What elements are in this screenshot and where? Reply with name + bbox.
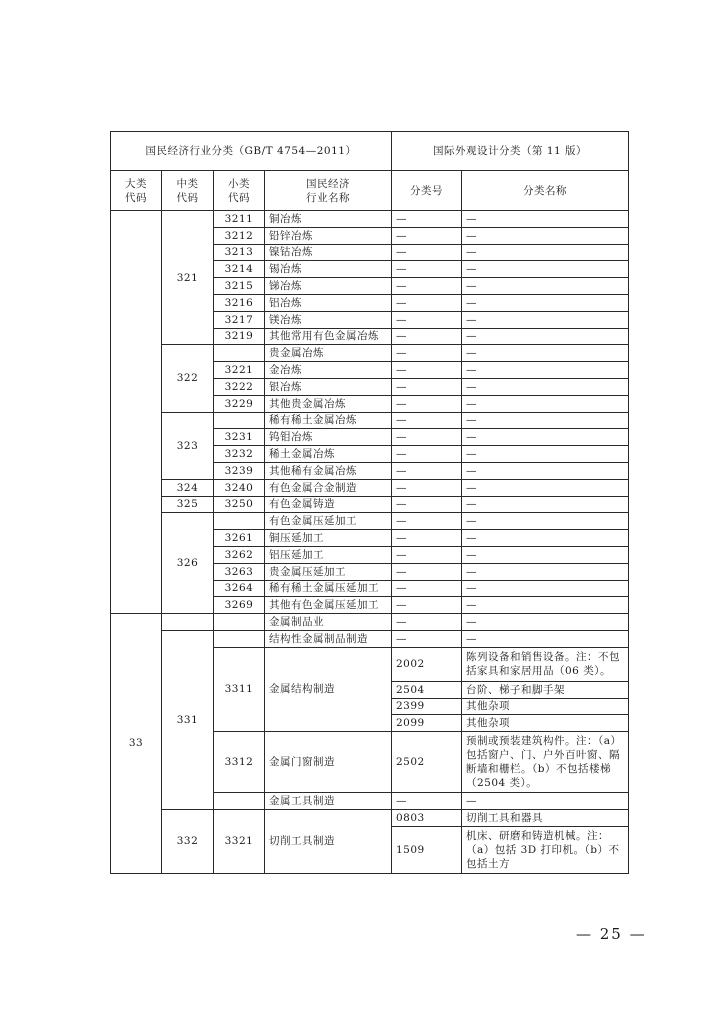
table-row (111, 479, 629, 496)
class-no: — (392, 311, 462, 328)
class-no: 2502 (392, 732, 462, 793)
industry-name: 稀有稀土金属冶炼 (265, 412, 392, 429)
middle-code: 324 (162, 479, 214, 496)
minor-code: 3312 (214, 732, 265, 793)
page-number: — 25 — (576, 925, 647, 943)
industry-name: 其他有色金属压延加工 (265, 597, 392, 614)
minor-code: 3217 (214, 311, 265, 328)
minor-code: 3216 (214, 294, 265, 311)
minor-code: 3263 (214, 563, 265, 580)
industry-name: 金属门窗制造 (265, 732, 392, 793)
class-no: 2399 (392, 698, 462, 715)
class-no: — (392, 530, 462, 547)
class-name: — (462, 328, 629, 345)
industry-name: 其他贵金属冶炼 (265, 395, 392, 412)
class-no: 2002 (392, 647, 462, 681)
col-name-header: 国民经济 行业名称 (265, 171, 392, 211)
minor-code (214, 412, 265, 429)
class-no: — (392, 580, 462, 597)
table-row (111, 614, 629, 631)
industry-name: 有色金属压延加工 (265, 513, 392, 530)
class-name: — (462, 412, 629, 429)
class-name: — (462, 546, 629, 563)
class-no: — (392, 496, 462, 513)
minor-code (214, 345, 265, 362)
class-no: — (392, 328, 462, 345)
minor-code-empty (214, 614, 265, 631)
table-row (111, 211, 629, 228)
class-name: 其他杂项 (462, 715, 629, 732)
industry-name: 铝压延加工 (265, 546, 392, 563)
class-no: — (392, 244, 462, 261)
industry-name: 铅锌冶炼 (265, 227, 392, 244)
minor-code: 3264 (214, 580, 265, 597)
class-no: — (392, 261, 462, 278)
class-name: — (462, 278, 629, 295)
col-minor-header: 小类 代码 (214, 171, 265, 211)
class-name: — (462, 378, 629, 395)
industry-name: 有色金属铸造 (265, 496, 392, 513)
table-row (111, 496, 629, 513)
minor-code: 3215 (214, 278, 265, 295)
class-no: — (392, 479, 462, 496)
minor-code (214, 513, 265, 530)
industry-name: 金冶炼 (265, 362, 392, 379)
class-no: — (392, 563, 462, 580)
class-no: — (392, 345, 462, 362)
minor-code: 3269 (214, 597, 265, 614)
industry-name: 稀有稀土金属压延加工 (265, 580, 392, 597)
class-no: — (392, 278, 462, 295)
minor-code: 3240 (214, 479, 265, 496)
class-name: — (462, 227, 629, 244)
middle-code: 321 (162, 211, 214, 345)
table-row (111, 345, 629, 362)
minor-code: 3262 (214, 546, 265, 563)
class-name: 其他杂项 (462, 698, 629, 715)
class-name: — (462, 211, 629, 228)
class-no: — (392, 362, 462, 379)
minor-code: 3221 (214, 362, 265, 379)
class-no: 1509 (392, 826, 462, 873)
middle-code: 332 (162, 809, 214, 873)
minor-code: 3239 (214, 462, 265, 479)
major-cell-empty (111, 211, 162, 614)
minor-code: 3211 (214, 211, 265, 228)
minor-code: 3213 (214, 244, 265, 261)
class-name: 台阶、梯子和脚手架 (462, 681, 629, 698)
minor-code: 3214 (214, 261, 265, 278)
industry-name: 铜冶炼 (265, 211, 392, 228)
class-name: — (462, 496, 629, 513)
class-no: — (392, 793, 462, 810)
class-no: — (392, 227, 462, 244)
class-no: 2504 (392, 681, 462, 698)
industry-name: 贵金属冶炼 (265, 345, 392, 362)
class-name: — (462, 563, 629, 580)
class-name: — (462, 244, 629, 261)
class-name: — (462, 597, 629, 614)
industry-name: 锡冶炼 (265, 261, 392, 278)
industry-name: 金属结构制造 (265, 647, 392, 731)
class-no: — (392, 294, 462, 311)
class-no: — (392, 597, 462, 614)
class-name: — (462, 311, 629, 328)
header-row-2 (111, 171, 629, 211)
minor-code: 3250 (214, 496, 265, 513)
major-code: 33 (111, 614, 162, 874)
col-middle-header: 中类 代码 (162, 171, 214, 211)
class-name: — (462, 479, 629, 496)
col-class-name-header: 分类名称 (462, 171, 629, 211)
class-name: — (462, 261, 629, 278)
table-row (111, 513, 629, 530)
class-no: — (392, 378, 462, 395)
industry-name: 金属工具制造 (265, 793, 392, 810)
industry-name: 锑冶炼 (265, 278, 392, 295)
class-name: — (462, 614, 629, 631)
class-name: — (462, 294, 629, 311)
class-name: — (462, 345, 629, 362)
middle-code-empty (162, 614, 214, 631)
middle-code: 325 (162, 496, 214, 513)
class-no: 0803 (392, 809, 462, 826)
minor-code: 3231 (214, 429, 265, 446)
class-no: — (392, 429, 462, 446)
header-row-1 (111, 132, 629, 171)
class-no: — (392, 462, 462, 479)
classification-table (110, 131, 629, 874)
table-row (111, 630, 629, 647)
industry-name: 铜压延加工 (265, 530, 392, 547)
middle-code: 326 (162, 513, 214, 614)
class-no: — (392, 546, 462, 563)
class-name: — (462, 530, 629, 547)
industry-name: 银冶炼 (265, 378, 392, 395)
minor-code: 3232 (214, 446, 265, 463)
industry-name: 结构性金属制品制造 (265, 630, 392, 647)
class-no: — (392, 446, 462, 463)
class-no: — (392, 630, 462, 647)
class-name: 切削工具和器具 (462, 809, 629, 826)
table-row (111, 809, 629, 826)
middle-code: 322 (162, 345, 214, 412)
class-name: — (462, 429, 629, 446)
class-name: — (462, 630, 629, 647)
col-class-no-header: 分类号 (392, 171, 462, 211)
class-name: 预制或预装建筑构件。注：（a）包括窗户、门、户外百叶窗、隔断墙和栅栏。（b）不包括楼梯（2504 类）。 (462, 732, 629, 793)
industry-name: 钨钼冶炼 (265, 429, 392, 446)
middle-code: 323 (162, 412, 214, 479)
minor-code: 3212 (214, 227, 265, 244)
industry-name: 有色金属合金制造 (265, 479, 392, 496)
class-name: — (462, 580, 629, 597)
industry-name: 金属制品业 (265, 614, 392, 631)
minor-code: 3229 (214, 395, 265, 412)
industry-name: 贵金属压延加工 (265, 563, 392, 580)
minor-code: 3261 (214, 530, 265, 547)
header-right: 国际外观设计分类（第 11 版） (392, 132, 629, 171)
class-name: — (462, 462, 629, 479)
industry-name: 切削工具制造 (265, 809, 392, 873)
class-name: 机床、研磨和铸造机械。注：（a）包括 3D 打印机。（b）不包括土方 (462, 826, 629, 873)
class-name: — (462, 362, 629, 379)
class-name: — (462, 446, 629, 463)
minor-code-empty (214, 630, 265, 647)
class-name: — (462, 513, 629, 530)
class-no: — (392, 395, 462, 412)
industry-name: 其他稀有金属冶炼 (265, 462, 392, 479)
col-major-header: 大类 代码 (111, 171, 162, 211)
middle-code: 331 (162, 630, 214, 809)
class-no: — (392, 513, 462, 530)
industry-name: 其他常用有色金属冶炼 (265, 328, 392, 345)
industry-name: 稀土金属冶炼 (265, 446, 392, 463)
class-no: — (392, 614, 462, 631)
industry-name: 镁冶炼 (265, 311, 392, 328)
class-name: — (462, 793, 629, 810)
minor-code: 3311 (214, 647, 265, 731)
table-row (111, 412, 629, 429)
class-no: 2099 (392, 715, 462, 732)
class-name: 陈列设备和销售设备。注：不包括家具和家居用品（06 类）。 (462, 647, 629, 681)
minor-code-empty (214, 793, 265, 810)
class-name: — (462, 395, 629, 412)
class-no: — (392, 412, 462, 429)
header-left: 国民经济行业分类（GB/T 4754—2011） (111, 132, 392, 171)
industry-name: 镍钴冶炼 (265, 244, 392, 261)
class-no: — (392, 211, 462, 228)
industry-name: 铝冶炼 (265, 294, 392, 311)
minor-code: 3219 (214, 328, 265, 345)
minor-code: 3222 (214, 378, 265, 395)
minor-code: 3321 (214, 809, 265, 873)
